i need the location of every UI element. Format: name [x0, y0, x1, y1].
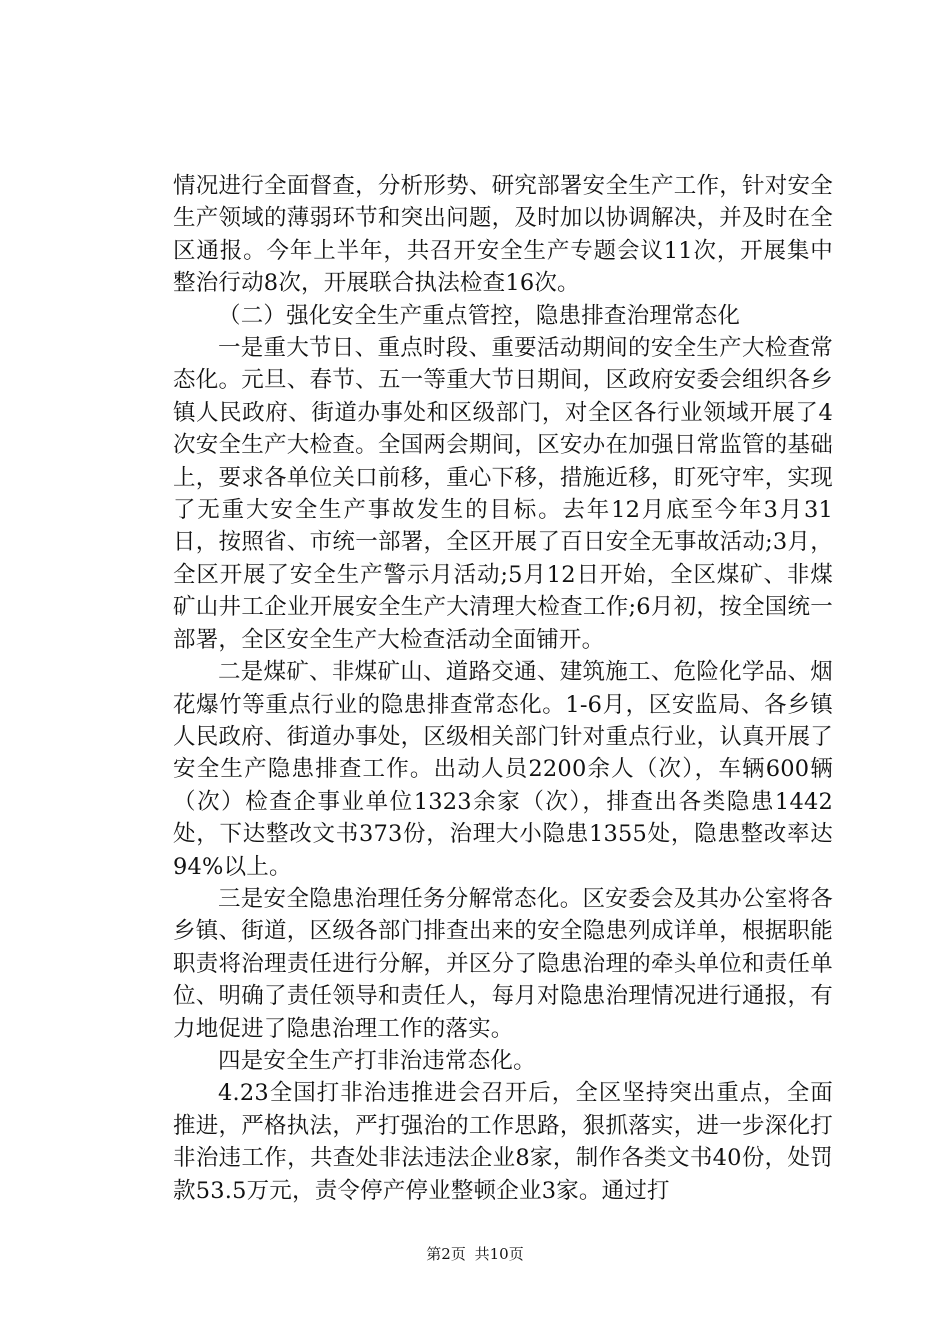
paragraph-continuation: 情况进行全面督查，分析形势、研究部署安全生产工作，针对安全生产领域的薄弱环节和突出问题，及时加以协调解决，并及时在全区通报。今年上半年，共召开安全生产专题会议11次，开展集中整治行动8次，开展联合执法检查16次。: [173, 173, 833, 297]
paragraph-item-2: 二是煤矿、非煤矿山、道路交通、建筑施工、危险化学品、烟花爆竹等重点行业的隐患排查常态化。1-6月，区安监局、各乡镇人民政府、街道办事处，区级相关部门针对重点行业，认真开展了安全生产隐患排查工作。出动人员2200余人（次），车辆600辆（次）检查企事业单位1323余家（次），排查出各类隐患1442处，下达整改文书373份，治理大小隐患1355处，隐患整改率达94%以上。: [173, 659, 833, 880]
section-heading: （二）强化安全生产重点管控，隐患排查治理常态化: [218, 302, 741, 329]
paragraph-crackdown: 4.23全国打非治违推进会召开后，全区坚持突出重点，全面推进，严格执法，严打强治的工作思路，狠抓落实，进一步深化打非治违工作，共查处非法违法企业8家，制作各类文书40份，处罚款53.5万元，责令停产停业整顿企业3家。通过打: [173, 1080, 833, 1204]
page-total: 共10页: [474, 1245, 524, 1263]
page-footer: [0, 1244, 950, 1264]
paragraph-item-4: 四是安全生产打非治违常态化。: [218, 1047, 536, 1074]
document-body: [173, 170, 833, 1207]
paragraph-item-3: 三是安全隐患治理任务分解常态化。区安委会及其办公室将各乡镇、街道，区级各部门排查出来的安全隐患列成详单，根据职能职责将治理责任进行分解，并区分了隐患治理的牵头单位和责任单位、明确了责任领导和责任人，每月对隐患治理情况进行通报，有力地促进了隐患治理工作的落实。: [173, 885, 833, 1042]
page-number: 第2页: [426, 1245, 466, 1263]
paragraph-item-1: 一是重大节日、重点时段、重要活动期间的安全生产大检查常态化。元旦、春节、五一等重大节日期间，区政府安委会组织各乡镇人民政府、街道办事处和区级部门，对全区各行业领域开展了4次安全生产大检查。全国两会期间，区安办在加强日常监管的基础上，要求各单位关口前移，重心下移，措施近移，盯死守牢，实现了无重大安全生产事故发生的目标。去年12月底至今年3月31日，按照省、市统一部署，全区开展了百日安全无事故活动;3月，全区开展了安全生产警示月活动;5月12日开始，全区煤矿、非煤矿山井工企业开展安全生产大清理大检查工作;6月初，按全国统一部署，全区安全生产大检查活动全面铺开。: [173, 335, 833, 653]
